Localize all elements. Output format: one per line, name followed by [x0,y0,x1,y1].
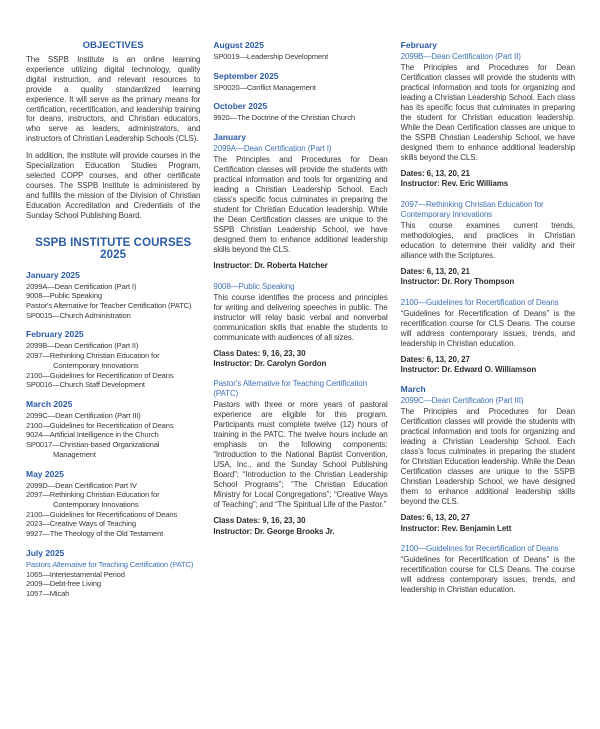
intro-paragraph: The SSPB Institute is an online learning experience utilizing digital technology, quality digital instruction, and relevant resources to provide a quality standardized learning experience. It will serve as the primary means for certification, recertification, and leadership training for deans, instructors, and Christian educators, who serve as leaders, administrators, and instructors of Christian Leadership Schools (CLS). [26,55,201,144]
month-heading: March [400,384,426,395]
month-heading: January 2025 [26,269,80,280]
course-list [213,52,387,62]
course-description: Pastors with three or more years of pastoral experience are eligible for this program. Participants must complete twelve (12) hours of training in the PATC. The twelve hours include an emphasis on the following components: “Introduction to the National Baptist Convention, USA, Inc., and the Sunday School Publishing Board”; “Introduction to the Christian Leadership School Programs”; “The Christian Education Ministry for Local Congregations”; “Creative Ways of Teaching”; and “The Spiritual Life of the Pastor.” [213,400,388,510]
course-title: 2099B—Dean Certification (Part II) [400,52,521,61]
month-heading: February 2025 [26,329,84,340]
course-item: 2097—Rethinking Christian Education for Contemporary Innovations [26,351,160,370]
course-title: Pastor's Alternative for Teaching Certification (PATC) [213,379,367,399]
course-meta-line: Instructor: Dr. Roberta Hatcher [213,261,328,271]
course-meta-group [401,267,575,288]
course-meta-group [401,355,575,376]
column-1 [26,40,200,711]
course-item: 9024—Artificial Intelligence in the Church [26,430,159,440]
course-item: 2099C—Dean Certification (Part III) [26,410,141,420]
course-item: Pastor's Alternative for Teacher Certification (PATC) [26,300,192,310]
course-item: 9008—Public Speaking [26,291,102,301]
course-item: SP0017—Christian-based Organizational Management [26,440,160,459]
course-title: 2099A—Dean Certification (Part I) [213,144,332,154]
course-item-highlight: Pastors Alternative for Teaching Certification (PATC) [26,559,194,569]
course-description: The Principles and Procedures for Dean Certification classes will provide the students with practical information and tools for organizing and leading a Christian Leadership School. Each class has its specific focus that culminates in preparing the student for Christian education leadership. While the Dean Certification classes are unique to the SSPB Christian Leadership School, we have designed them to enhance additional leadership skills beyond the CLS. [400,63,575,162]
course-title: 2100—Guidelines for Recertification of Deans [400,544,559,554]
course-item: 2097—Rethinking Christian Education for Contemporary Innovations [26,490,160,509]
course-meta-line: Instructor: Dr. Carolyn Gordon [213,358,327,368]
intro-paragraph: In addition, the institute will provide courses in the Specialization Education Studies Program, selected COPP courses, and other certificate courses. The SSPB Institute is administered by and fulfills the mission of the Division of Christian Education Accreditation and Credentials of the Sunday School Publishing Board. [26,151,201,220]
course-description: “Guidelines for Recertification of Deans” is the recertification course for CLS Deans. The course will address contemporary issues, trends, and leadership in Christian education. [400,308,575,348]
month-heading: January [213,132,246,143]
course-item: 2099B—Dean Certification (Part II) [26,341,139,351]
month-heading: July 2025 [26,547,65,558]
month-heading: February [400,40,438,50]
column-2 [213,40,387,711]
course-description: This course identifies the process and principles for writing and delivering speeches in public. The instructor will relay basic verbal and nonverbal communication skills that enable the students to communicate with audiences of all sizes. [213,292,388,342]
course-item: 2100—Guidelines for Recertifications of Deans [26,509,178,519]
course-item: SP0016—Church Staff Development [26,380,145,390]
course-meta-line: Dates: 6, 13, 20, 27 [400,513,470,523]
course-item: 9927—The Theology of the Old Testament [26,529,164,539]
course-meta-line: Dates: 6, 13, 20, 27 [400,354,470,364]
month-heading: May 2025 [26,468,64,479]
course-title: 2099C—Dean Certification (Part III) [400,396,524,406]
section-heading-large: SSPB INSTITUTE COURSES 2025 [35,236,192,261]
course-item: SP0019—Leadership Development [213,52,329,61]
month-heading: August 2025 [213,40,264,50]
month-heading: March 2025 [26,398,73,409]
course-list [213,83,387,93]
section-heading: OBJECTIVES [82,40,144,51]
course-meta-group [213,349,387,370]
course-list [26,570,200,599]
course-description: “Guidelines for Recertification of Deans” is the recertification course for CLS Deans. The course will address contemporary issues, trends, and leadership in Christian education. [400,555,575,595]
course-item: 1065—Intertestamental Period [26,569,125,579]
course-title: 2097—Rethinking Christian Education for Contemporary Innovations [400,199,544,219]
course-meta-line: Instructor: Dr. Edward O. Williamson [400,364,537,374]
course-item: 1057—Micah [26,589,70,599]
course-meta-line: Dates: 6, 13, 20, 21 [400,266,470,276]
course-meta-line: Instructor: Dr. Rory Thompson [400,277,515,287]
course-list [26,282,200,321]
course-meta-group [213,261,387,271]
course-meta-line: Class Dates: 9, 16, 23, 30 [213,516,306,526]
month-heading: September 2025 [213,70,279,81]
month-heading: October 2025 [213,101,268,112]
course-item: 2100—Guidelines for Recertification of Deans [26,370,174,380]
course-meta-line: Instructor: Rev. Benjamin Lett [400,523,512,533]
course-item: SP0020—Conflict Management [213,82,316,92]
course-list [26,411,200,460]
course-meta-group [401,513,575,534]
course-list [26,481,200,539]
course-meta-line: Instructor: Dr. George Brooks Jr. [213,526,335,536]
course-meta-line: Class Dates: 9, 16, 23, 30 [213,348,306,358]
course-description: This course examines current trends, methodologies, and practices in Christian education to determine their validity and their alliance with the Scriptures. [400,220,575,260]
course-description: The Principles and Procedures for Dean Certification classes will provide the students with practical information and tools for organizing and leading a Christian Leadership School. Each class's focus culminates in preparing the student for Christian Education leadership. While the Dean Certification classes are unique to the SSPB Christian Leadership School, we have designed them to enhance additional leadership skills beyond the CLS. [400,407,575,507]
course-item: SP0015—Church Administration [26,310,131,320]
course-meta-line: Instructor: Rev. Eric Williams [400,179,509,189]
course-list [26,341,200,390]
course-list [213,113,387,123]
course-title: 9008—Public Speaking [213,281,295,291]
course-item: 2009—Debt-free Living [26,579,101,589]
course-item: 2099A—Dean Certification (Part I) [26,281,137,291]
column-3 [401,40,575,711]
course-meta-group [401,169,575,190]
course-meta-line: Dates: 6, 13, 20, 21 [400,169,470,178]
course-title: 2100—Guidelines for Recertification of Deans [400,297,559,307]
course-item: 2023—Creative Ways of Teaching [26,519,136,529]
course-meta-group [213,516,387,537]
course-item: 9920—The Doctrine of the Christian Church [213,113,355,123]
course-item: 2100—Guidelines for Recertification of Deans [26,420,174,430]
course-item: 2099D—Dean Certification Part IV [26,480,137,490]
course-description: The Principles and Procedures for Dean Certification classes will provide the students with practical information and tools for organizing and leading a Christian Leadership School. Each class's specific focus culminates in preparing the student for Christian Education leadership. While the Dean Certification classes are unique to the SSPB Christian Leadership School, we have designed them to enhance additional leadership skills beyond the CLS. [213,155,388,255]
